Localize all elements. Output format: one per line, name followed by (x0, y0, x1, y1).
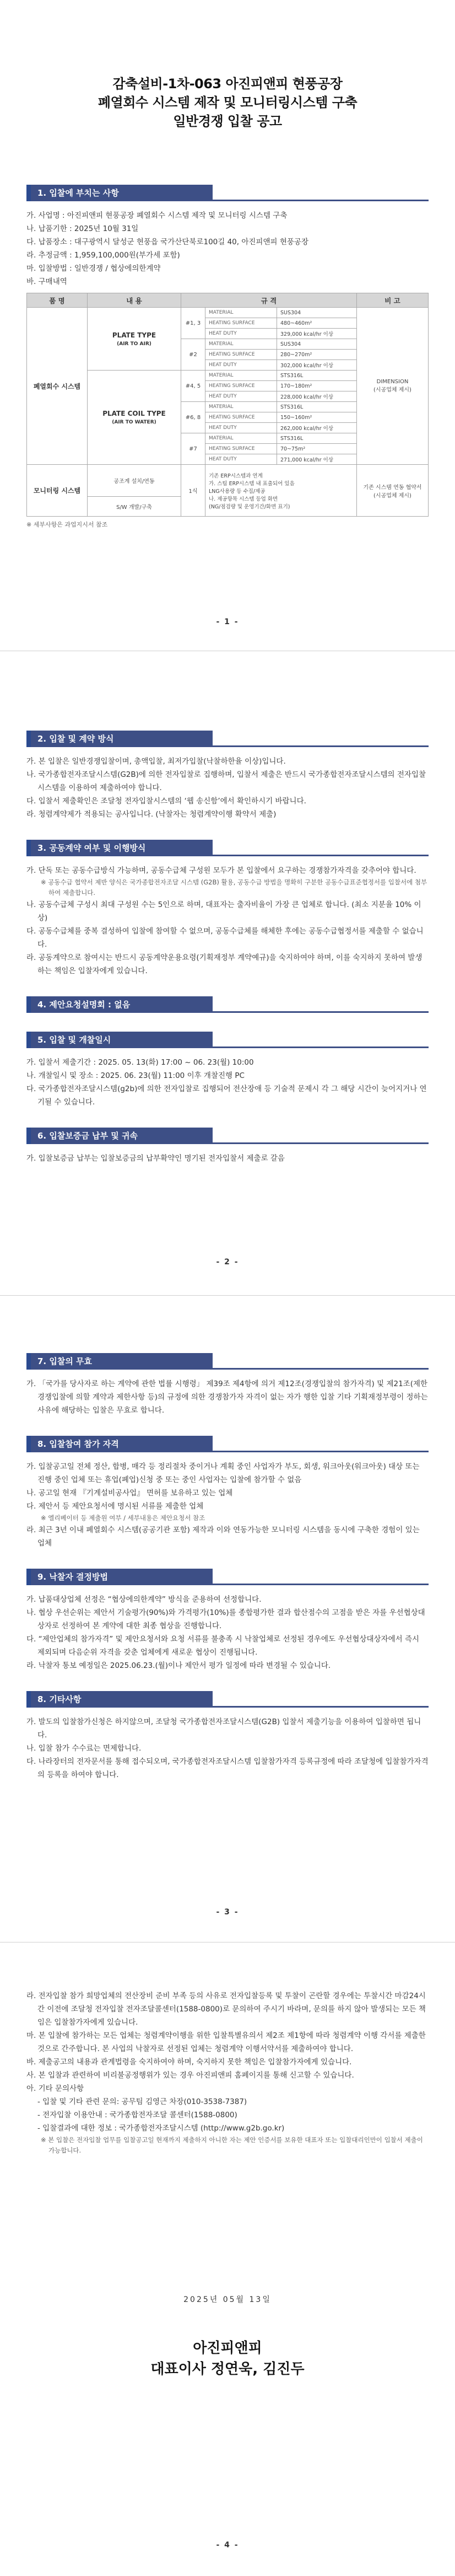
spec-key: HEAT DUTY (205, 423, 277, 433)
spec-value: SUS304 (277, 339, 357, 350)
section-2-header (26, 731, 429, 747)
section-2-body (26, 755, 429, 821)
page-number: - 4 - (216, 2541, 239, 2550)
group-heat-recovery: 폐열회수 시스템 (27, 308, 88, 465)
page-number: - 3 - (216, 1908, 239, 1917)
page-number: - 2 - (216, 1258, 239, 1266)
dimension-cell: DIMENSION (시공업체 제시) (357, 308, 429, 465)
spec-key: HEATING SURFACE (205, 412, 277, 423)
plate-type-cell: PLATE TYPE (AIR TO AIR) (88, 308, 181, 371)
section-9-title: 9. 낙찰자 결정방법 (31, 1569, 213, 1585)
section-8-header (26, 1436, 429, 1452)
unit-cell: #1, 3 (181, 308, 205, 339)
sec9-item: 가. 납품대상업체 선정은 “협상에의한계약” 방식을 준용하여 선정합니다. (26, 1595, 262, 1604)
section-3-header (26, 840, 429, 856)
spec-value: STS316L (277, 433, 357, 444)
sec2-item: 가. 본 입찰은 일반경쟁입찰이며, 총액입찰, 최저가입찰(낙찰하한율 이상)입니다. (26, 757, 286, 766)
spec-key: HEATING SURFACE (205, 318, 277, 329)
section-8-title: 8. 입찰참여 참가 자격 (31, 1436, 213, 1452)
sec1-item: 다. 납품장소 : 대구광역시 달성군 현풍읍 국가산단북로100길 40, 아진피앤피 현풍공장 (26, 238, 309, 246)
sec10-note: ※ 본 입찰은 전자입찰 업무를 입찰공고일 현재까지 제출하지 아니한 자는 제안 인증서를 보유한 대표자 또는 입찰대리인만이 입찰서 제출이 가능합니다. (41, 2136, 423, 2154)
sec10-item: 마. 본 입찰에 참가하는 모든 업체는 청렴계약이행을 위한 입찰특별유의서 제2조 제1항에 따라 청렴계약 이행 각서를 제출한 것으로 간주합니다. 본 사업의 낙찰자로 선정된 업체는 청렴계약 이행서약서를 제출하여야 합니다. (26, 2031, 426, 2053)
title-line-1: 감축설비-1차-063 아진피앤피 현풍공장 (112, 76, 343, 92)
page-number: - 1 - (216, 618, 239, 626)
section-3-body (26, 864, 429, 978)
section-2-title: 2. 입찰 및 계약 방식 (31, 731, 213, 747)
title-line-2: 폐열회수 시스템 제작 및 모니터링시스템 구축 (98, 95, 358, 110)
spec-value: 228,000 kcal/hr 이상 (277, 391, 357, 402)
title-block (26, 0, 429, 131)
monitor-item-2: S/W 개발/구축 (88, 497, 181, 517)
sec7-item: 가. 「국가를 당사자로 하는 계약에 관한 법률 시행령」 제39조 제4항에 의거 제12조(경쟁입찰의 참가자격) 및 제21조(제한경쟁입찰에 의할 계약과 제한사항 등)의 규정에 의한 경쟁참가자 자격이 없는 자가 행한 입찰 기타 기획재정부령이 정하는 사유에 해당하는 입찰은 무효로 합니다. (26, 1380, 428, 1415)
section-10-body-b (26, 1989, 429, 2156)
sec10-item: 다. 나라장터의 전자문서를 통해 접수되오며, 국가종합전자조달시스템 입찰참가자격 등록규정에 따라 조달청에 입찰참가자격의 등록을 하여야 합니다. (26, 1757, 429, 1779)
plate-coil-cell: PLATE COIL TYPE (AIR TO WATER) (88, 371, 181, 465)
unit-cell: #4, 5 (181, 371, 205, 402)
spec-key: HEATING SURFACE (205, 444, 277, 454)
sec3-item: 가. 단독 또는 공동수급방식 가능하며, 공동수급체 구성원 모두가 본 입찰에서 요구하는 경쟁참가자격을 갖추어야 합니다. (26, 866, 416, 875)
section-1-title: 1. 입찰에 부치는 사항 (31, 185, 213, 201)
section-6-header (26, 1128, 429, 1144)
sec3-item: 라. 공동계약으로 참여시는 반드시 공동계약운용요령(기획재정부 계약예규)을 숙지하여야 하며, 이를 숙지하지 못하여 발생하는 책임은 입찰자에게 있습니다. (26, 953, 422, 975)
contact-line: - 입찰 및 기타 관련 문의: 공무팀 김영근 차장(010-3538-7387) (37, 2097, 247, 2106)
th-spec: 규 격 (181, 293, 357, 308)
sec9-item: 다. “제안업체의 참가자격” 및 제안요청서와 요청 서류를 불충족 시 낙찰업체로 선정된 경우에도 우선협상대상자에서 즉시 제외되며 다음순위 자격을 갖춘 업체에게 새로운 협상이 진행됩니다. (26, 1635, 420, 1657)
unit-cell: #2 (181, 339, 205, 371)
monitor-spec: 기존 ERP시스템과 연계 가. 스팀 ERP시스템 내 표출되어 있음 LNG사용량 등 수집/제공 나. 제공항목 시스템 등업 화면 (NG/점검량 및 운영기간/화면 표기) (205, 465, 357, 517)
sec8-item: 나. 공고일 현재 『기계설비공사업』 면허를 보유하고 있는 업체 (26, 1489, 233, 1498)
spec-value: 329,000 kcal/hr 이상 (277, 329, 357, 339)
spec-value: 302,000 kcal/hr 이상 (277, 360, 357, 371)
spec-key: HEATING SURFACE (205, 381, 277, 391)
sec10-item: 라. 전자입찰 참가 희망업체의 전산장비 준비 부족 등의 사유로 전자입찰등록 및 투찰이 곤란할 경우에는 투찰시간 마감24시간 이전에 조달청 전자입찰 전자조달콜센터(1588-0800)로 문의하여 주시기 바라며, 문의를 하지 않아 발생되는 모든 책임은 입찰참가자에게 있습니다. (26, 1992, 426, 2027)
sec8-item: 다. 제안서 등 제안요청서에 명시된 서류를 제출한 업체 (26, 1502, 204, 1511)
spec-key: HEAT DUTY (205, 454, 277, 465)
section-8-body (26, 1460, 429, 1550)
sec1-item: 나. 납품기한 : 2025년 10월 31일 (26, 224, 139, 233)
sec1-item: 마. 입찰방법 : 일반경쟁 / 협상에의한계약 (26, 264, 161, 273)
section-5-body (26, 1056, 429, 1109)
section-5-title: 5. 입찰 및 개찰일시 (31, 1032, 213, 1048)
spec-value: 70~75m² (277, 444, 357, 454)
section-7-body (26, 1377, 429, 1417)
spec-table (26, 293, 429, 517)
sec10-item: 아. 기타 문의사항 (26, 2084, 84, 2093)
unit-cell: 1식 (181, 465, 205, 517)
table-footnote: ※ 세부사항은 과업지시서 참조 (26, 521, 108, 528)
title-line-3: 일반경쟁 입찰 공고 (173, 114, 282, 129)
sec6-item: 가. 입찰보증금 납부는 입찰보증금의 납부확약인 명기된 전자입찰서 제출로 갈음 (26, 1154, 285, 1163)
sec3-item: 나. 공동수급체 구성시 최대 구성원 수는 5인으로 하며, 대표자는 출자비율이 가장 큰 업체로 합니다. (최소 지분율 10% 이상) (26, 900, 421, 922)
spec-value: 170~180m² (277, 381, 357, 391)
sec10-item: 나. 입찰 참가 수수료는 면제합니다. (26, 1744, 142, 1753)
spec-key: HEAT DUTY (205, 391, 277, 402)
spec-value: STS316L (277, 402, 357, 412)
spec-value: 262,000 kcal/hr 이상 (277, 423, 357, 433)
section-1-body (26, 209, 429, 288)
section-10-header (26, 1691, 429, 1708)
group-monitoring: 모니터링 시스템 (27, 465, 88, 517)
page-2 (0, 651, 455, 1295)
section-10-title: 8. 기타사항 (31, 1691, 213, 1708)
section-7-header (26, 1353, 429, 1370)
sec5-item: 가. 입찰서 제출기간 : 2025. 05. 13(화) 17:00 ~ 06. 23(월) 10:00 (26, 1058, 254, 1067)
page-3 (0, 1296, 455, 1942)
section-6-body (26, 1152, 429, 1165)
section-4-title: 4. 제안요청설명회 : 없음 (31, 996, 213, 1013)
page-1 (0, 0, 455, 651)
section-3-title: 3. 공동계약 여부 및 이행방식 (31, 840, 213, 856)
sec8-item: 라. 최근 3년 이내 폐열회수 시스템(공공기관 포함) 제작과 이와 연동가능한 모니터링 시스템을 동시에 구축한 경험이 있는 업체 (26, 1526, 420, 1548)
monitor-item-1: 공조계 설치/연동 (88, 465, 181, 497)
unit-cell: #7 (181, 433, 205, 465)
announce-date: 2025년 05월 13일 (183, 2295, 272, 2304)
sec3-note: ※ 공동수급 협약서 제반 양식은 국가종합전자조달 시스템 (G2B) 활용, 공동수급 방법을 명확히 구분한 공동수급표준협정서를 입찰서에 첨부하여 제출합니다. (41, 878, 427, 897)
sec5-item: 나. 개찰일시 및 장소 : 2025. 06. 23(월) 11:00 이후 개찰진행 PC (26, 1071, 245, 1080)
th-name: 품 명 (27, 293, 88, 308)
th-note: 비 고 (357, 293, 429, 308)
section-7-title: 7. 입찰의 무효 (31, 1353, 213, 1370)
section-9-header (26, 1569, 429, 1585)
page-4 (0, 1942, 455, 2576)
spec-key: MATERIAL (205, 339, 277, 350)
spec-value: 280~270m² (277, 350, 357, 360)
sec5-item: 다. 국가종합전자조달시스템(g2b)에 의한 전자입찰로 집행되어 전산장애 등 기술적 문제시 각 그 해당 시간이 늦어지거나 연기될 수 있습니다. (26, 1085, 427, 1107)
sec10-item: 사. 본 입찰과 관련하여 비리불공정행위가 있는 경우 아진피앤피 홈페이지를 통해 신고할 수 있습니다. (26, 2071, 354, 2080)
spec-key: MATERIAL (205, 371, 277, 381)
section-1-header (26, 185, 429, 201)
sec9-item: 라. 낙찰자 통보 예정일은 2025.06.23.(월)이나 제안서 평가 일정에 따라 변경될 수 있습니다. (26, 1661, 331, 1670)
contact-line: - 전자입찰 이용안내 : 국가종합전자조달 콜센터(1588-0800) (37, 2111, 237, 2119)
section-6-title: 6. 입찰보증금 납부 및 귀속 (31, 1128, 213, 1144)
spec-key: MATERIAL (205, 433, 277, 444)
spec-value: 150~160m² (277, 412, 357, 423)
section-5-header (26, 1032, 429, 1048)
spec-key: MATERIAL (205, 402, 277, 412)
spec-key: HEAT DUTY (205, 360, 277, 371)
contact-line: - 입찰결과에 대한 정보 : 국가종합전자조달시스템 (http://www.g2b.go.kr) (37, 2124, 285, 2133)
spec-value: STS316L (277, 371, 357, 381)
sec10-item: 가. 발도의 입찰참가신청은 하지않으며, 조달청 국가종합전자조달시스템(G2B) 입찰서 제출기능을 이용하여 입찰하면 됩니다. (26, 1718, 421, 1740)
spec-key: HEATING SURFACE (205, 350, 277, 360)
sec2-item: 나. 국가종합전자조달시스템(G2B)에 의한 전자입찰로 집행하며, 입찰서 제출은 반드시 국가종합전자조달시스템의 전자입찰시스템을 이용하여 제출하여야 합니다. (26, 770, 426, 792)
company-name: 아진피앤피 (193, 2340, 262, 2357)
section-4-header (26, 996, 429, 1013)
ceo-line: 대표이사 정연욱, 김진두 (150, 2361, 305, 2378)
sec8-note: ※ 엘리베이터 등 제출원 여부 / 세부내용은 제안요청서 참조 (41, 1514, 205, 1522)
spec-key: HEAT DUTY (205, 329, 277, 339)
spec-value: SUS304 (277, 308, 357, 318)
section-10-body-a (26, 1715, 429, 1781)
section-9-body (26, 1593, 429, 1672)
sec3-item: 다. 공동수급체를 중복 결성하여 입찰에 참여할 수 없으며, 공동수급체를 해체한 후에는 공동수급협정서를 제출할 수 없습니다. (26, 927, 424, 949)
sec10-item: 바. 제출공고의 내용과 관계법령을 숙지하여야 하며, 숙지하지 못한 책임은 입찰참가자에게 있습니다. (26, 2058, 352, 2067)
sec8-item: 가. 입찰공고일 전체 정산, 합병, 매각 등 정리절차 중이거나 계획 중인 사업자가 부도, 회생, 워크아웃(워크아웃) 대상 또는 진행 중인 업체 또는 휴업(폐업)신청 중 또는 중인 사업자는 입찰에 참가할 수 없음 (26, 1462, 420, 1484)
spec-value: 480~460m² (277, 318, 357, 329)
sec1-item: 가. 사업명 : 아진피앤피 현풍공장 폐열회수 시스템 제작 및 모니터링 시스템 구축 (26, 211, 288, 220)
sec2-item: 다. 입찰서 제출확인은 조달청 전자입찰시스템의 ‘웹 송신함’에서 확인하시기 바랍니다. (26, 797, 306, 806)
sec2-item: 라. 청렴계약제가 적용되는 공사입니다. (낙찰자는 청렴계약이행 확약서 제출) (26, 810, 277, 819)
sec1-item: 바. 구매내역 (26, 277, 67, 286)
sec9-item: 나. 협상 우선순위는 제안서 기술평가(90%)와 가격평가(10%)를 종합평가한 결과 합산점수의 고점을 받은 자를 우선협상대상자로 선정하여 본 계약에 대한 최종 협상을 진행합니다. (26, 1608, 425, 1630)
th-content: 내 용 (88, 293, 181, 308)
monitor-note: 기존 시스템 연동 협약서 (시공업체 제시) (357, 465, 429, 517)
sec1-item: 라. 추정금액 : 1,959,100,000원(부가세 포함) (26, 251, 180, 260)
unit-cell: #6, 8 (181, 402, 205, 433)
spec-key: MATERIAL (205, 308, 277, 318)
spec-value: 271,000 kcal/hr 이상 (277, 454, 357, 465)
